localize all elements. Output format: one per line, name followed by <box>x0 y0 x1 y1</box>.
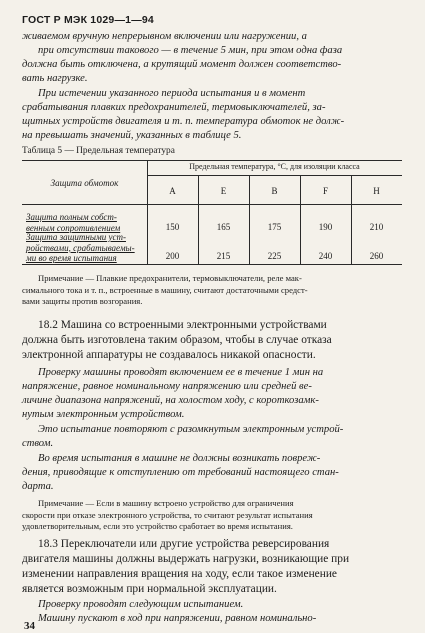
table-cell: 260 <box>369 251 384 261</box>
class-a-header: А <box>169 186 176 196</box>
paragraph-4 <box>22 366 406 422</box>
paragraph-5 <box>22 423 406 451</box>
table-cell: 225 <box>267 251 282 261</box>
paragraph-9 <box>22 612 406 626</box>
table-cell: 215 <box>216 251 231 261</box>
text-line: дения, приводящие к отступлению от требований настоящего стан- <box>22 467 339 478</box>
text-line: двигателя машины должны выдержать нагрузки, возникающие при <box>22 553 350 565</box>
row-label-impedance: Защита полным собст- венным сопротивлением <box>26 212 121 233</box>
column-header-group: Предельная температура, °С, для изоляции класса <box>189 162 360 171</box>
table-cell: 240 <box>318 251 333 261</box>
table-cell: 165 <box>216 222 231 232</box>
text-line: должна быть изготовлена таким образом, чтобы в случае отказа <box>22 334 332 346</box>
text-line: Во время испытания в машине не должны возникать повреж- <box>38 453 321 464</box>
text-line: вами защиты против возгорания. <box>22 296 143 306</box>
page-number: 34 <box>24 620 35 632</box>
class-f-header: F <box>322 186 328 196</box>
table-cell: 175 <box>267 222 282 232</box>
class-e-header: Е <box>220 186 227 196</box>
column-header-protection: Защита обмоток <box>50 178 119 188</box>
text-line: удовлетворительным, если это устройство сработает во время испытания. <box>22 521 293 531</box>
row-label-devices: Защита защитными уст- ройствами, срабатываемы- ми во время испытания <box>26 232 135 263</box>
note-1 <box>22 273 406 308</box>
table-caption: Таблица 5 — Предельная температура <box>22 146 175 156</box>
paragraph-18-3 <box>22 537 406 597</box>
paragraph-2 <box>22 87 406 143</box>
text-line: симального тока и т. п., встроенные в машину, считают достаточными средст- <box>22 284 308 295</box>
text-line: срабатывания плавких предохранителей, термовыключателей, за- <box>22 102 326 113</box>
text-line: личине диапазона напряжений, на холостом ходу, с короткозамк- <box>22 395 319 406</box>
paragraph-6 <box>22 452 406 494</box>
text-line: живаемом вручную непрерывном включении или нагружении, а <box>22 31 307 42</box>
text-line: напряжение, равное номинальному напряжению или средней ве- <box>22 381 312 392</box>
paragraph-1 <box>22 30 406 86</box>
temperature-table <box>22 160 402 264</box>
text-line: Проверку машины проводят включением ее в течение 1 мин на <box>38 367 324 378</box>
table-cell: 150 <box>165 222 180 232</box>
text-line: скорости при отказе электронного устройства, то считают результат испытания <box>22 509 313 520</box>
text-line: должна быть отключена, а крутящий момент должен соответство- <box>22 59 342 70</box>
text-line: электронной аппаратуры не создавалось никакой опасности. <box>22 349 316 361</box>
paragraph-8 <box>22 598 406 612</box>
text-line: 18.2 Машина со встроенными электронными устройствами <box>38 319 327 331</box>
text-line: Машину пускают в ход при напряжении, равном номинально- <box>38 613 317 624</box>
text-line: вать нагрузке. <box>22 73 88 84</box>
text-line: Проверку проводят следующим испытанием. <box>38 599 244 610</box>
class-b-header: В <box>271 186 278 196</box>
paragraph-18-2 <box>22 318 406 363</box>
text-line: изменении направления вращения на ходу, если такое изменение <box>22 568 337 580</box>
table-cell: 200 <box>165 251 180 261</box>
page-header: ГОСТ Р МЭК 1029—1—94 <box>22 14 154 26</box>
class-h-header: Н <box>373 186 380 196</box>
text-line: дарта. <box>22 481 54 492</box>
text-line: Это испытание повторяют с разомкнутым электронным устрой- <box>38 424 344 435</box>
text-line: Примечание — Плавкие предохранители, термовыключатели, реле мак- <box>38 273 302 283</box>
table-cell: 210 <box>369 222 384 232</box>
text-line: 18.3 Переключатели или другие устройства реверсирования <box>38 538 330 550</box>
text-line: является возможным при нормальной эксплуатации. <box>22 583 277 595</box>
text-line: щитных устройств двигателя и т. п. температура обмоток не долж- <box>22 116 345 127</box>
text-line: ством. <box>22 438 54 449</box>
text-line: Примечание — Если в машину встроено устройство для ограничения <box>38 498 294 508</box>
note-2 <box>22 498 406 533</box>
text-line: при отсутствии такового — в течение 5 мин, при этом одна фаза <box>38 45 343 56</box>
text-line: нутым электронным устройством. <box>22 409 185 420</box>
table-cell: 190 <box>318 222 333 232</box>
text-line: на превышать значений, указанных в таблице 5. <box>22 130 242 141</box>
text-line: При истечении указанного периода испытания и в момент <box>38 88 306 99</box>
